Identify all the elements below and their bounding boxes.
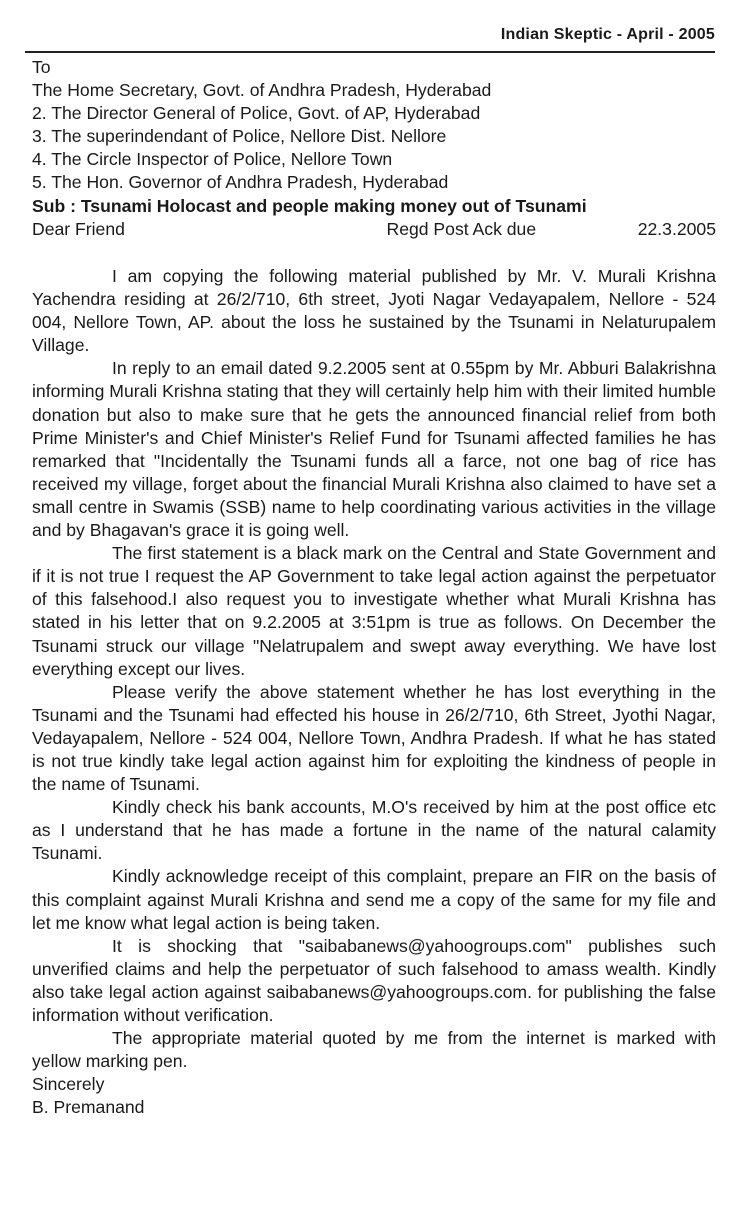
- recipient-line: The Home Secretary, Govt. of Andhra Pradesh, Hyderabad: [32, 80, 492, 101]
- to-label: To: [32, 57, 51, 77]
- body-paragraph: In reply to an email dated 9.2.2005 sent at 0.55pm by Mr. Abburi Balakrishna informing Murali Krishna stating that they will certainly help him with their limited humble donation but also to make sure that he gets the announced financial relief from both Prime Minister's and Chief Minister's Relief Fund for Tsunami affected families he has remarked that "Incidentally the Tsunami funds all a farce, not one bag of rice has received my village, forget about the financial Murali Krishna also claimed to have set a small centre in Swamis (SSB) name to help coordinating various activities in the village and by Bhagavan's grace it is going well.: [32, 358, 716, 541]
- body-paragraph: Kindly acknowledge receipt of this complaint, prepare an FIR on the basis of this complaint against Murali Krishna and send me a copy of the same for my file and let me know what legal action is being taken.: [32, 866, 716, 933]
- letter-date: 22.3.2005: [637, 218, 716, 239]
- recipient-line: 3. The superindendant of Police, Nellore Dist. Nellore: [32, 126, 447, 147]
- letter-body: [32, 265, 716, 1119]
- recipient-line: 5. The Hon. Governor of Andhra Pradesh, Hyderabad: [32, 172, 449, 193]
- body-paragraph: I am copying the following material published by Mr. V. Murali Krishna Yachendra residing at 26/2/710, 6th street, Jyoti Nagar Vedayapalem, Nellore - 524 004, Nellore Town, AP. about the loss he sustained by the Tsunami in Nelaturupalem Village.: [32, 266, 716, 356]
- body-paragraph: Kindly check his bank accounts, M.O's received by him at the post office etc as I understand that he has made a fortune in the name of the natural calamity Tsunami.: [32, 797, 716, 864]
- address-block: [32, 56, 716, 241]
- publication-header: Indian Skeptic - April - 2005: [500, 26, 715, 43]
- subject-line: Sub : Tsunami Holocast and people making money out of Tsunami: [32, 195, 587, 216]
- salutation: Dear Friend: [32, 218, 125, 239]
- body-paragraph: The appropriate material quoted by me from the internet is marked with yellow marking pen.: [32, 1028, 716, 1072]
- body-paragraph: The first statement is a black mark on the Central and State Government and if it is not true I request the AP Government to take legal action against the perpetuator of this falsehood.I also request you to investigate whether what Murali Krishna has stated in his letter that on 9.2.2005 at 3:51pm is true as follows. On December the Tsunami struck our village "Nelatrupalem and swept away everything. We have lost everything except our lives.: [32, 543, 716, 679]
- closing: Sincerely: [32, 1074, 105, 1095]
- signature: B. Premanand: [32, 1097, 145, 1118]
- salutation-row: [32, 218, 716, 241]
- delivery-note: Regd Post Ack due: [386, 218, 537, 239]
- body-paragraph: Please verify the above statement whether he has lost everything in the Tsunami and the Tsunami had effected his house in 26/2/710, 6th Street, Jyothi Nagar, Vedayapalem, Nellore - 524 004, Nellore Town, Andhra Pradesh. If what he has stated is not true kindly take legal action against him for exploiting the kindness of people in the name of Tsunami.: [32, 681, 716, 795]
- recipient-line: 4. The Circle Inspector of Police, Nellore Town: [32, 149, 393, 170]
- body-paragraph: It is shocking that "saibabanews@yahoogroups.com" publishes such unverified claims and help the perpetuator of such falsehood to amass wealth. Kindly also take legal action against saibabanews@yahoogroups.com. for publishing the false information without verification.: [32, 935, 716, 1025]
- recipient-line: 2. The Director General of Police, Govt. of AP, Hyderabad: [32, 103, 481, 124]
- header-rule: [25, 51, 715, 53]
